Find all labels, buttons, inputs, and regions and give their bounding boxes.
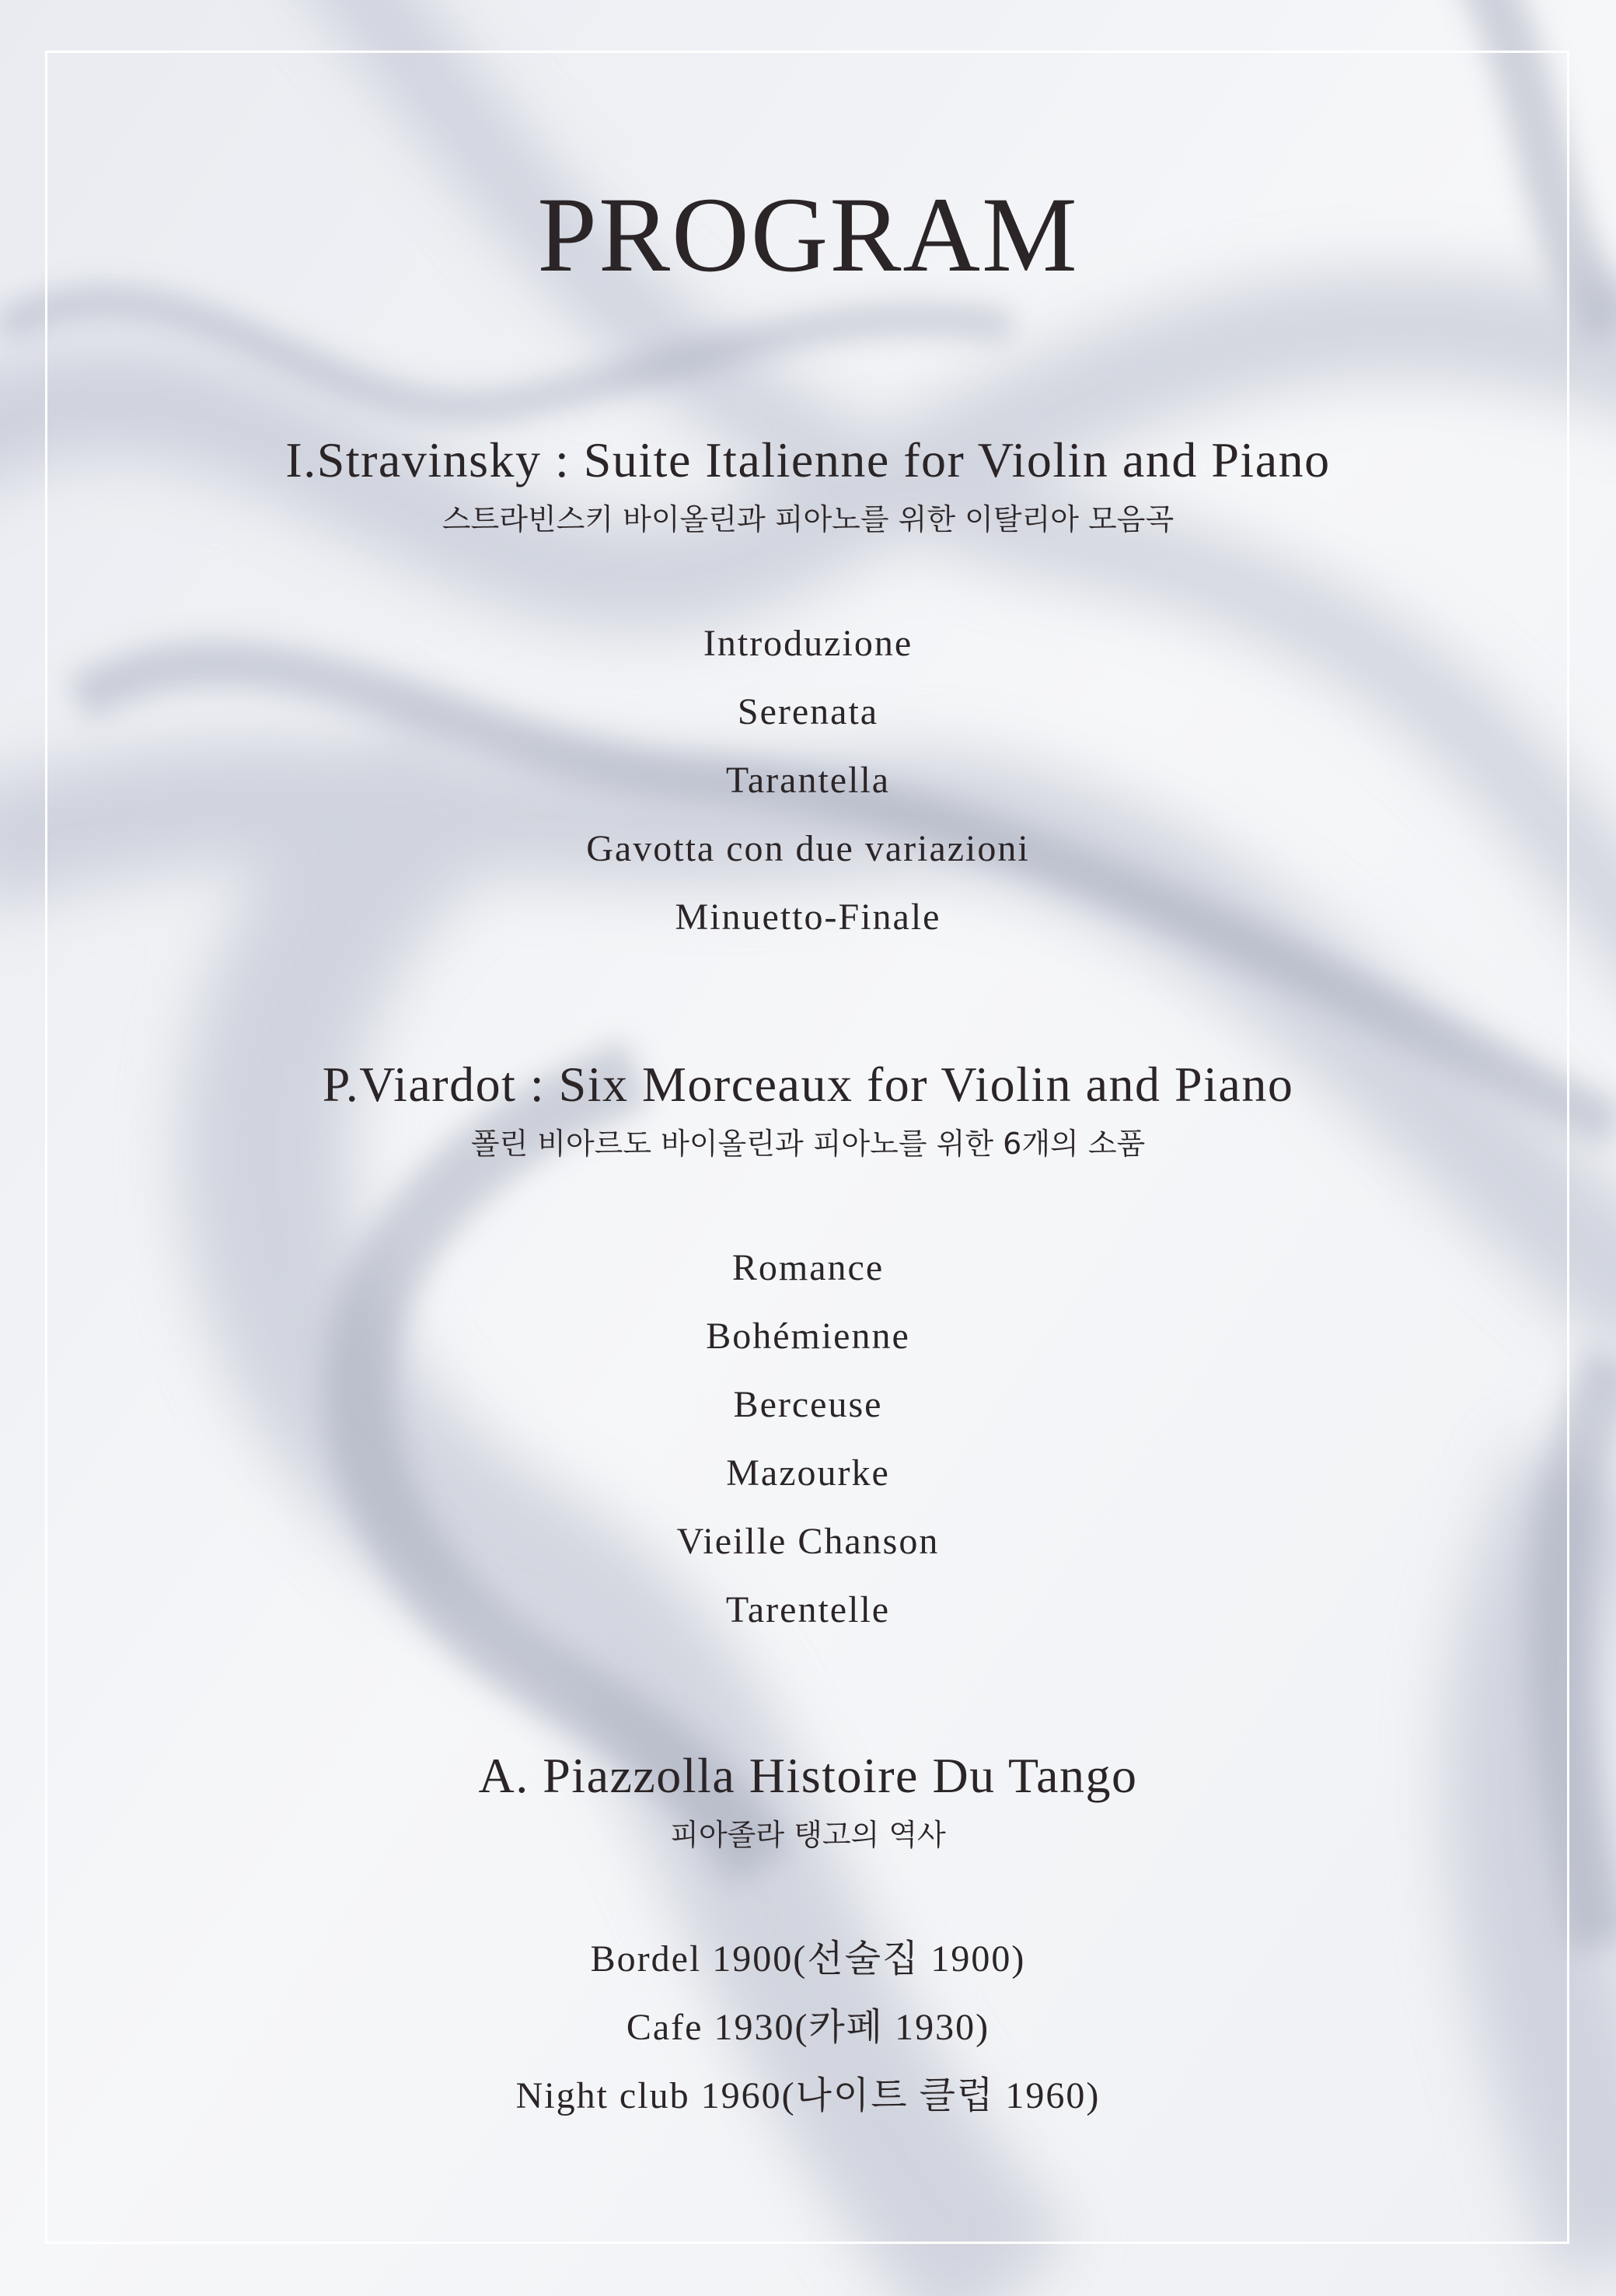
piece-korean-title: 스트라빈스키 바이올린과 피아노를 위한 이탈리아 모음곡 xyxy=(442,502,1174,536)
movement-item: Vieille Chanson xyxy=(676,1521,940,1562)
movement-item: Gavotta con due variazioni xyxy=(586,828,1030,869)
movement-item: Bordel 1900(선술집 1900) xyxy=(590,1938,1026,1980)
movement-list xyxy=(0,1925,1616,2130)
movement-item: Berceuse xyxy=(733,1384,883,1425)
movement-item: Romance xyxy=(731,1247,885,1288)
movement-item: Introduzione xyxy=(703,623,913,664)
piece-heading: P.Viardot : Six Morceaux for Violin and Piano xyxy=(322,1057,1294,1112)
movement-item: Mazourke xyxy=(726,1452,890,1494)
piece-piazzolla xyxy=(0,1745,1616,2130)
piece-heading: A. Piazzolla Histoire Du Tango xyxy=(478,1748,1138,1803)
piece-heading: I.Stravinsky : Suite Italienne for Violin and Piano xyxy=(285,432,1331,488)
piece-korean-title: 폴린 비아르도 바이올린과 피아노를 위한 6개의 소품 xyxy=(470,1127,1146,1161)
movement-list xyxy=(0,1234,1616,1644)
movement-item: Night club 1960(나이트 클럽 1960) xyxy=(515,2075,1101,2116)
movement-item: Cafe 1930(카페 1930) xyxy=(626,2007,990,2048)
movement-item: Bohémienne xyxy=(706,1316,910,1357)
piece-korean-title: 피아졸라 탱고의 역사 xyxy=(670,1818,946,1852)
movement-item: Tarantella xyxy=(725,760,891,801)
piece-viardot xyxy=(0,1054,1616,1644)
piece-stravinsky xyxy=(0,429,1616,952)
movement-list xyxy=(0,610,1616,952)
page-title: PROGRAM xyxy=(537,175,1079,294)
movement-item: Minuetto-Finale xyxy=(675,896,941,938)
movement-item: Serenata xyxy=(737,691,879,732)
movement-item: Tarentelle xyxy=(725,1589,891,1630)
